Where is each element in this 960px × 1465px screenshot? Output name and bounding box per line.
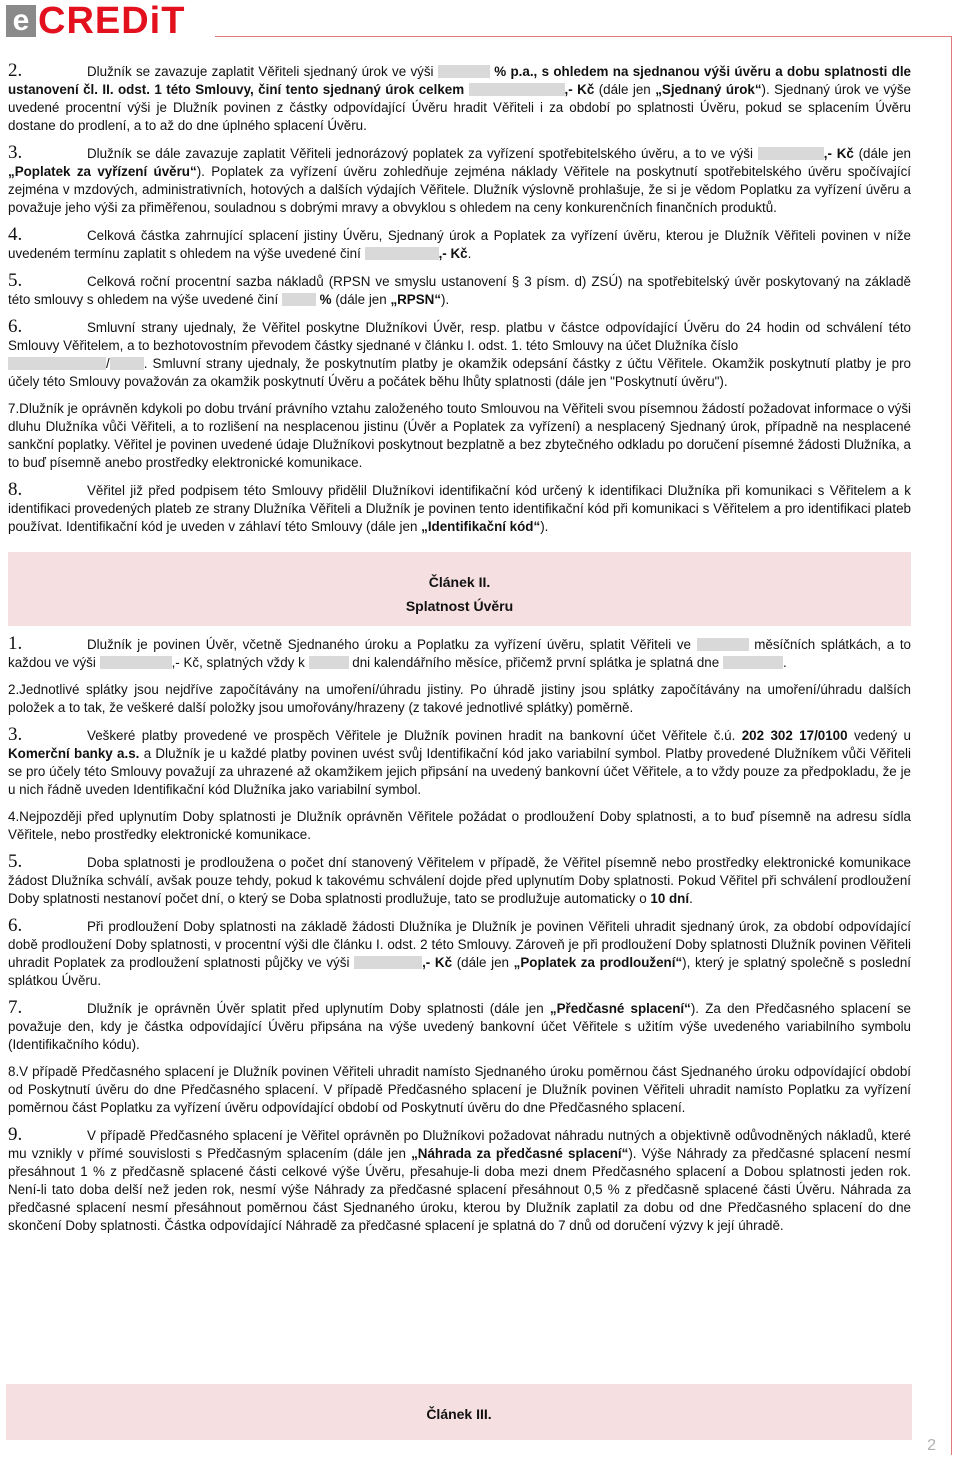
blank-first-due-date: [723, 656, 783, 669]
logo-e-mark: e: [6, 5, 36, 37]
ecredit-logo: [6, 0, 186, 42]
clause-2-6: 6. Při prodloužení Doby splatnosti na základě žádosti Dlužníka je Dlužník je povinen Věřiteli uhradit sjednaný úrok, za období odpovídající době prodloužení Doby splatnosti, v procentní výši dle článku I. odst. 2 této Smlouvy. Zároveň je při prodloužení Doby splatnosti Dlužník povinen Věřiteli uhradit Poplatek za prodloužení splatnosti půjčky ve výši ,- Kč (dále jen „Poplatek za prodloužení“), který je splatný společně s poslední splátkou Úvěru.: [8, 915, 911, 988]
blank-rpsn: [282, 293, 316, 306]
blank-installment-count: [697, 638, 749, 651]
blank-bank-code: [110, 357, 144, 370]
contract-body: [8, 62, 911, 1244]
clause-2-1: 1. Dlužník je povinen Úvěr, včetně Sjednaného úroku a Poplatku za vyřízení úvěru, splatit Věřiteli ve měsíčních splátkách, a to každou ve výši ,- Kč, splatných vždy k dni kalendářního měsíce, přičemž první splátka je splatná dne .: [8, 633, 911, 670]
blank-account-number: [8, 357, 106, 370]
clause-1-6: 6. Smluvní strany ujednaly, že Věřitel poskytne Dlužníkovi Úvěr, resp. platbu v částce odpovídající Úvěru do 24 hodin od schválení této Smlouvy Věřitelem, a to bezhotovostním převodem částky sjednané v článku I. odst. 1. této Smlouvy na účet Dlužníka číslo / . Smluvní strany ujednaly, že poskytnutím platby je okamžik odepsání částky z účtu Věřitele. Okamžik poskytnutí platby je pro účely této Smlouvy považován za okamžik poskytnutí Úvěru a počátek běhu lhůty splatnosti (dále jen "Poskytnutí úvěru").: [8, 316, 911, 389]
article-3-heading: [6, 1384, 912, 1440]
blank-due-day: [309, 656, 349, 669]
blank-total-amount: [365, 247, 439, 260]
clause-1-5: 5. Celková roční procentní sazba nákladů (RPSN ve smyslu ustanovení § 3 písm. d) ZSÚ) na spotřebitelský úvěr poskytovaný na základě této smlouvy s ohledem na výše uvedené činí % (dále jen „RPSN“).: [8, 270, 911, 307]
right-margin-rule: [951, 36, 952, 1455]
article-3-title: Článek III.: [426, 1406, 492, 1422]
article-2-heading: [8, 552, 911, 626]
clause-2-4: 4.Nejpozději před uplynutím Doby splatnosti je Dlužník oprávněn Věřitele požádat o prodloužení Doby splatnosti, a to buď písemně na adresu sídla Věřitele, nebo prostředky elektronické komunikace.: [8, 809, 911, 842]
header-rule: [215, 36, 952, 37]
blank-fee: [758, 147, 824, 160]
blank-extension-fee: [354, 956, 422, 969]
clause-2-9: 9. V případě Předčasného splacení je Věřitel oprávněn po Dlužníkovi požadovat náhradu nutných a objektivně odůvodněných nákladů, které mu vznikly v přímé souvislosti s Předčasným splacením (dále jen „Náhrada za předčasné splacení“). Výše Náhrady za předčasné splacení nesmí přesáhnout 1 % z předčasně splacené části celkové výše Úvěru, přesahuje-li doba mezi dnem Předčasného splacení a Dobou splatnosti jeden rok. Není-li tato doba delší než jeden rok, nesmí výše Náhrady za předčasné splacení přesáhnout 0,5 % z předčasně splacené části Úvěru. Náhrada za předčasné splacení nesmí přesáhnout poměrnou část Sjednaného úroku, kterou by Dlužník zaplatil za dobu od dne Předčasného splacení do dne skončení Doby splatnosti. Částka odpovídající Náhradě za předčasné splacení je splatná do 7 dnů od doručení výzvy k její úhradě.: [8, 1124, 911, 1233]
logo-wordmark: CREDiT: [38, 0, 186, 42]
article-2-subtitle: Splatnost Úvěru: [405, 598, 514, 614]
clause-2-7: 7. Dlužník je oprávněn Úvěr splatit před uplynutím Doby splatnosti (dále jen „Předčasné splacení“). Za den Předčasného splacení se považuje den, kdy je částka odpovídající Úvěru připsána na výše uvedený bankovní účet Věřitele s užitím výše uvedeného variabilního symbolu (Identifikačního kódu).: [8, 997, 911, 1052]
clause-1-2: 2. Dlužník se zavazuje zaplatit Věřiteli sjednaný úrok ve výši % p.a., s ohledem na sjednanou výši úvěru a dobu splatnosti dle ustanovení čl. II. odst. 1 této Smlouvy, činí tento sjednaný úrok celkem ,- Kč (dále jen „Sjednaný úrok“). Sjednaný úrok ve výše uvedené procentní výši je Dlužník povinen z částky odpovídající Úvěru hradit Věřiteli i za období po splatnosti Úvěru, pokud se splacením Úvěru dostane do prodlení, a to až do dne úplného splacení Úvěru.: [8, 60, 911, 133]
clause-2-8: 8.V případě Předčasného splacení je Dlužník povinen Věřiteli uhradit namísto Sjednaného úroku poměrnou část Sjednaného úroku odpovídající období od Poskytnutí úvěru do dne Předčasného splacení. V případě Předčasného splacení je Dlužník povinen Věřiteli uhradit namísto Poplatku za vyřízení poměrnou část Poplatku za vyřízení úvěru odpovídající období od Poskytnutí úvěru do dne Předčasného splacení.: [8, 1064, 911, 1115]
clause-1-4: 4. Celková částka zahrnující splacení jistiny Úvěru, Sjednaný úrok a Poplatek za vyřízení úvěru, kterou je Dlužník Věřiteli povinen v níže uvedeném termínu zaplatit s ohledem na výše uvedené činí ,- Kč.: [8, 224, 911, 261]
clause-1-3: 3. Dlužník se dále zavazuje zaplatit Věřiteli jednorázový poplatek za vyřízení spotřebitelského úvěru, a to ve výši ,- Kč (dále jen „Poplatek za vyřízení úvěru“). Poplatek za vyřízení úvěru zohledňuje zejména náklady Věřitele na poskytnutí spotřebitelského úvěru spočívající zejména v mzdových, administrativních, hotových a dalších výdajích Věřitele. Dlužník výslovně prohlašuje, že si je vědom Poplatku za vyřízení úvěru a považuje jeho výši za přiměřenou, souladnou s dobrými mravy a obvyklou s ohledem na ceny konkurenčních finančních produktů.: [8, 142, 911, 215]
page-number: 2: [927, 1437, 936, 1454]
blank-installment-amount: [100, 656, 172, 669]
clause-2-2: 2.Jednotlivé splátky jsou nejdříve započítávány na umoření/úhradu jistiny. Po úhradě jistiny jsou splátky započítávány na umoření/úhradu dalších položek a to tak, že veškeré další položky jsou umořovány/hrazeny (z takové jednotlivé splátky) poměrně.: [8, 682, 911, 715]
clause-2-3: 3. Veškeré platby provedené ve prospěch Věřitele je Dlužník povinen hradit na bankovní účet Věřitele č.ú. 202 302 17/0100 vedený u Komerční banky a.s. a Dlužník je u každé platby povinen uvést svůj Identifikační kód jako variabilní symbol. Platby provedené Dlužníkem vůči Věřiteli se pro účely této Smlouvy považují za uhrazené až okamžikem jejich připsání na uvedený bankovní účet Věřitele, a to vždy pouze za předpokladu, že je u nich řádně uveden Identifikační kód Dlužníka jako variabilní symbol.: [8, 724, 911, 797]
blank-interest-total: [469, 83, 565, 96]
clause-1-7: 7.Dlužník je oprávněn kdykoli po dobu trvání právního vztahu založeného touto Smlouvou na Věřiteli svou písemnou žádostí požadovat informace o výši dluhu Dlužníka vůči Věřiteli, a to rozlišení na nesplacenou jistinu (Úvěr a Poplatek za vyřízení) a nesplacený Sjednaný úrok, případně na nesplacené sankční poplatky. Věřitel je povinen uvedené údaje Dlužníkovi poskytnout bezplatně a bez zbytečného odkladu po doručení písemné žádosti Dlužníka, a to buď písemně anebo prostředky elektronické komunikace.: [8, 401, 911, 470]
article-2-title: Článek II.: [428, 574, 491, 590]
blank-interest-rate: [438, 65, 490, 78]
clause-1-8: 8. Věřitel již před podpisem této Smlouvy přidělil Dlužníkovi identifikační kód určený k identifikaci Dlužníka při komunikaci s Věřitelem a k identifikaci provedených plateb ze strany Dlužníka Věřiteli a Dlužník je povinen tento identifikační kód při komunikaci s Věřitelem a pro identifikaci plateb používat. Identifikační kód je uveden v záhlaví této Smlouvy (dále jen „Identifikační kód“).: [8, 479, 911, 534]
clause-2-5: 5. Doba splatnosti je prodloužena o počet dní stanovený Věřitelem v případě, že Věřitel písemně nebo prostředky elektronické komunikace žádost Dlužníka schválí, avšak pouze tehdy, pokud k takovému schválení dojde před uplynutím Doby splatnosti. Pokud Věřitel při schválení prodloužení Doby splatnosti nestanoví počet dní, o který se Doba splatnosti prodlužuje, tato se prodlužuje automaticky o 10 dní.: [8, 851, 911, 906]
